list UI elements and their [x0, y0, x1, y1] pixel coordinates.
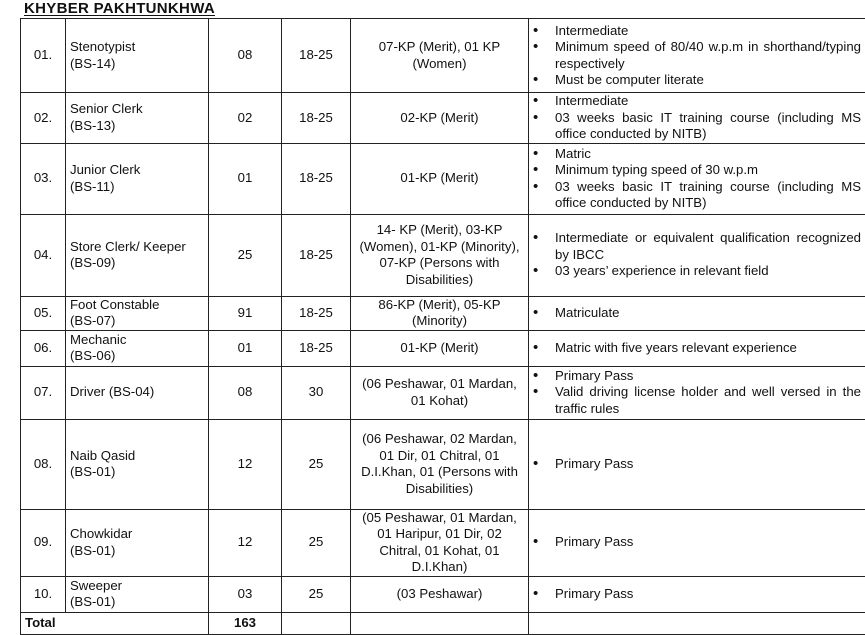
serial-number-cell: 07.	[21, 366, 66, 419]
qualification-item: • Matric	[533, 146, 861, 163]
qualification-item: • Primary Pass	[533, 456, 861, 473]
qualification-cell	[529, 366, 865, 419]
age-limit-cell: 30	[282, 366, 351, 419]
post-grade: (BS-13)	[70, 118, 204, 135]
posts-count-cell: 12	[209, 509, 282, 576]
post-grade: (BS-14)	[70, 56, 204, 73]
qualification-list	[533, 230, 861, 280]
quota-cell: 02-KP (Merit)	[351, 93, 529, 144]
post-name: Sweeper	[70, 578, 204, 595]
total-row	[21, 612, 865, 634]
post-name: Senior Clerk	[70, 101, 204, 118]
qualification-cell	[529, 296, 865, 330]
quota-cell: 01-KP (Merit)	[351, 143, 529, 214]
post-cell	[66, 296, 209, 330]
age-limit-cell: 18-25	[282, 19, 351, 93]
table-row	[21, 330, 865, 366]
posts-count-cell: 08	[209, 19, 282, 93]
vacancies-table	[20, 18, 865, 635]
qualification-cell	[529, 509, 865, 576]
qualification-cell	[529, 19, 865, 93]
post-grade: (BS-01)	[70, 464, 204, 481]
qualification-item: • Intermediate	[533, 23, 861, 40]
quota-cell: 14- KP (Merit), 03-KP (Women), 01-KP (Minority), 07-KP (Persons with Disabilities)	[351, 214, 529, 296]
post-cell	[66, 509, 209, 576]
table-row	[21, 143, 865, 214]
posts-count-cell: 03	[209, 576, 282, 612]
empty-cell	[351, 612, 529, 634]
qualification-list	[533, 23, 861, 89]
qualification-cell	[529, 214, 865, 296]
serial-number-cell: 10.	[21, 576, 66, 612]
post-name: Driver (BS-04)	[70, 384, 204, 401]
qualification-cell	[529, 419, 865, 509]
qualification-item: • Valid driving license holder and well versed in the traffic rules	[533, 384, 861, 417]
posts-count-cell: 01	[209, 330, 282, 366]
age-limit-cell: 25	[282, 576, 351, 612]
post-name: Foot Constable	[70, 297, 204, 314]
serial-number-cell: 03.	[21, 143, 66, 214]
qualification-item: • Matriculate	[533, 305, 861, 322]
qualification-item: • Intermediate or equivalent qualification recognized by IBCC	[533, 230, 861, 263]
qualification-item: • 03 years’ experience in relevant field	[533, 263, 861, 280]
qualification-list	[533, 146, 861, 212]
quota-cell: 01-KP (Merit)	[351, 330, 529, 366]
post-cell	[66, 419, 209, 509]
posts-count-cell: 01	[209, 143, 282, 214]
qualification-cell	[529, 576, 865, 612]
post-cell	[66, 19, 209, 93]
qualification-cell	[529, 143, 865, 214]
post-cell	[66, 576, 209, 612]
qualification-item: • Intermediate	[533, 93, 861, 110]
quota-cell: (03 Peshawar)	[351, 576, 529, 612]
quota-cell: 07-KP (Merit), 01 KP (Women)	[351, 19, 529, 93]
qualification-item: • Primary Pass	[533, 534, 861, 551]
post-name: Stenotypist	[70, 39, 204, 56]
qualification-cell	[529, 93, 865, 144]
table-row	[21, 19, 865, 93]
table-row	[21, 214, 865, 296]
total-label: Total	[21, 612, 209, 634]
age-limit-cell: 18-25	[282, 143, 351, 214]
empty-cell	[529, 612, 865, 634]
post-cell	[66, 214, 209, 296]
age-limit-cell: 18-25	[282, 296, 351, 330]
posts-count-cell: 91	[209, 296, 282, 330]
qualification-item: • Minimum typing speed of 30 w.p.m	[533, 162, 861, 179]
table-row	[21, 419, 865, 509]
post-cell	[66, 93, 209, 144]
qualification-item: • Matric with five years relevant experience	[533, 340, 861, 357]
qualification-cell	[529, 330, 865, 366]
qualification-list	[533, 305, 861, 322]
post-grade: (BS-07)	[70, 313, 204, 330]
posts-count-cell: 08	[209, 366, 282, 419]
age-limit-cell: 18-25	[282, 330, 351, 366]
post-cell	[66, 143, 209, 214]
qualification-list	[533, 586, 861, 603]
table-row	[21, 296, 865, 330]
post-cell	[66, 366, 209, 419]
total-value: 163	[209, 612, 282, 634]
serial-number-cell: 04.	[21, 214, 66, 296]
post-cell	[66, 330, 209, 366]
serial-number-cell: 05.	[21, 296, 66, 330]
quota-cell: (06 Peshawar, 02 Mardan, 01 Dir, 01 Chitral, 01 D.I.Khan, 01 (Persons with Disabilities)	[351, 419, 529, 509]
post-name: Mechanic	[70, 332, 204, 349]
serial-number-cell: 09.	[21, 509, 66, 576]
serial-number-cell: 08.	[21, 419, 66, 509]
serial-number-cell: 02.	[21, 93, 66, 144]
serial-number-cell: 06.	[21, 330, 66, 366]
qualification-list	[533, 534, 861, 551]
qualification-item: • Minimum speed of 80/40 w.p.m in shorthand/typing respectively	[533, 39, 861, 72]
qualification-item: • Primary Pass	[533, 368, 861, 385]
table-row	[21, 576, 865, 612]
posts-count-cell: 25	[209, 214, 282, 296]
qualification-list	[533, 456, 861, 473]
quota-cell: (05 Peshawar, 01 Mardan, 01 Haripur, 01 Dir, 02 Chitral, 01 Kohat, 01 D.I.Khan)	[351, 509, 529, 576]
qualification-item: • 03 weeks basic IT training course (including MS office conducted by NITB)	[533, 110, 861, 143]
post-grade: (BS-01)	[70, 543, 204, 560]
post-name: Store Clerk/ Keeper	[70, 239, 204, 256]
vacancies-table-body	[21, 19, 865, 635]
posts-count-cell: 12	[209, 419, 282, 509]
post-grade: (BS-11)	[70, 179, 204, 196]
post-name: Chowkidar	[70, 526, 204, 543]
empty-cell	[282, 612, 351, 634]
age-limit-cell: 18-25	[282, 93, 351, 144]
qualification-list	[533, 340, 861, 357]
posts-count-cell: 02	[209, 93, 282, 144]
table-row	[21, 93, 865, 144]
serial-number-cell: 01.	[21, 19, 66, 93]
table-row	[21, 509, 865, 576]
section-heading: KHYBER PAKHTUNKHWA	[24, 0, 215, 17]
age-limit-cell: 25	[282, 509, 351, 576]
qualification-item: • Must be computer literate	[533, 72, 861, 89]
age-limit-cell: 25	[282, 419, 351, 509]
post-grade: (BS-09)	[70, 255, 204, 272]
post-grade: (BS-01)	[70, 594, 204, 611]
age-limit-cell: 18-25	[282, 214, 351, 296]
post-name: Junior Clerk	[70, 162, 204, 179]
table-row	[21, 366, 865, 419]
post-grade: (BS-06)	[70, 348, 204, 365]
quota-cell: (06 Peshawar, 01 Mardan, 01 Kohat)	[351, 366, 529, 419]
qualification-list	[533, 368, 861, 418]
qualification-item: • Primary Pass	[533, 586, 861, 603]
post-name: Naib Qasid	[70, 448, 204, 465]
qualification-item: • 03 weeks basic IT training course (including MS office conducted by NITB)	[533, 179, 861, 212]
quota-cell: 86-KP (Merit), 05-KP (Minority)	[351, 296, 529, 330]
qualification-list	[533, 93, 861, 143]
